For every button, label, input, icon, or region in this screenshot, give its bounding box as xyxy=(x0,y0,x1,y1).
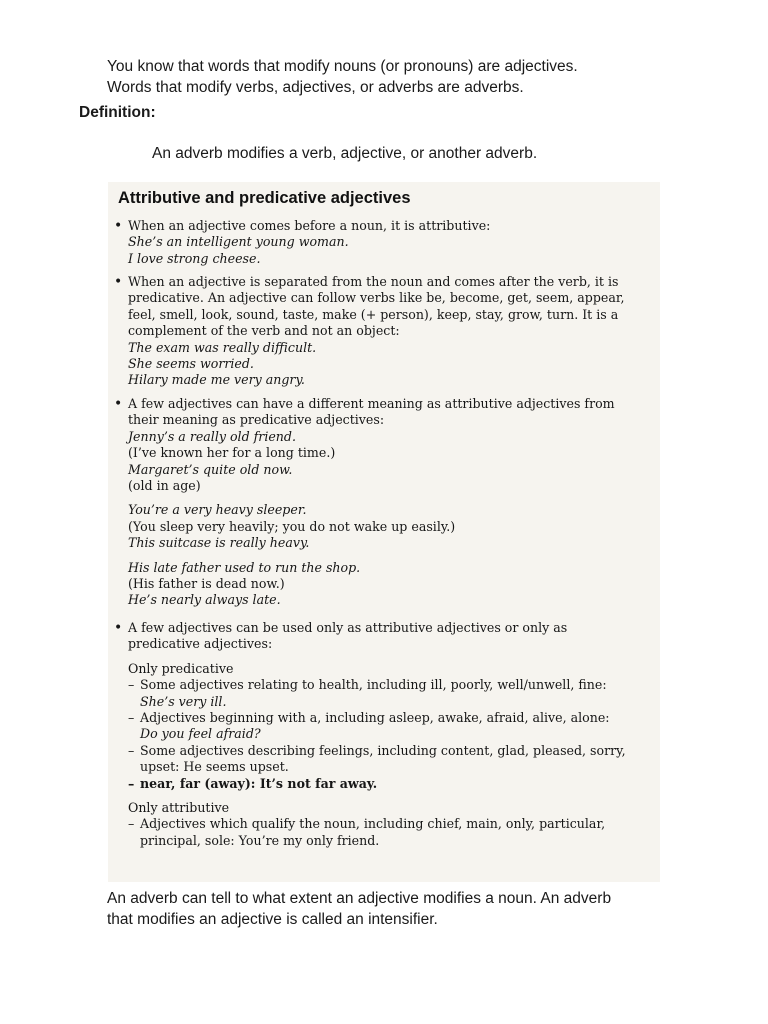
bullet-text: • When an adjective is separated from the noun and comes after the verb, it is xyxy=(114,274,634,290)
dash-item: – near, far (away): It’s not far away. xyxy=(128,776,634,792)
dash-item: – Adjectives which qualify the noun, including chief, main, only, particular, xyxy=(128,816,634,832)
example-note: (His father is dead now.) xyxy=(128,576,285,592)
bullet-text-cont: their meaning as predicative adjectives: xyxy=(128,412,385,428)
intro-line-1: You know that words that modify nouns (or pronouns) are adjectives. xyxy=(107,58,578,75)
bullet-text-cont: complement of the verb and not an object: xyxy=(128,323,400,339)
example: He’s nearly always late. xyxy=(128,592,281,608)
definition-heading: Definition: xyxy=(79,104,156,121)
intro-line-2: Words that modify verbs, adjectives, or adverbs are adverbs. xyxy=(107,79,524,96)
example: I love strong cheese. xyxy=(128,250,261,266)
bullet-text-cont: predicative adjectives: xyxy=(128,636,273,652)
dash-item: – Some adjectives describing feelings, including content, glad, pleased, sorry, xyxy=(128,743,634,759)
excerpt-title: Attributive and predicative adjectives xyxy=(118,189,411,207)
bullet-attributive xyxy=(114,218,634,267)
example: You’re a very heavy sleeper. xyxy=(128,502,307,518)
example-note: (I’ve known her for a long time.) xyxy=(128,445,336,461)
bullet-predicative xyxy=(114,274,634,389)
bullet-text: • A few adjectives can have a different meaning as attributive adjectives from xyxy=(114,396,634,412)
example: Margaret’s quite old now. xyxy=(128,461,293,477)
example: Jenny’s a really old friend. xyxy=(128,428,296,444)
only-predicative-heading: Only predicative xyxy=(128,660,234,676)
dash-item-cont: upset: He seems upset. xyxy=(140,759,289,775)
closing-paragraph xyxy=(107,888,677,930)
intro-paragraph xyxy=(107,56,707,98)
example-note: (You sleep very heavily; you do not wake up easily.) xyxy=(128,518,456,534)
example: She’s very ill. xyxy=(140,693,227,709)
bullet-text-cont: predicative. An adjective can follow verbs like be, become, get, seem, appear, xyxy=(128,290,625,306)
example: His late father used to run the shop. xyxy=(128,559,361,575)
definition-text: An adverb modifies a verb, adjective, or another adverb. xyxy=(152,145,538,162)
outro-line-1: An adverb can tell to what extent an adjective modifies a noun. An adverb xyxy=(107,890,612,907)
bullet-different-meaning xyxy=(114,396,634,609)
dash-item: – Adjectives beginning with a, including asleep, awake, afraid, alive, alone: xyxy=(128,710,634,726)
bullet-text: • A few adjectives can be used only as attributive adjectives or only as xyxy=(114,620,634,636)
only-attributive-heading: Only attributive xyxy=(128,800,230,816)
example-note: (old in age) xyxy=(128,478,201,494)
example: Do you feel afraid? xyxy=(140,726,261,742)
example: The exam was really difficult. xyxy=(128,339,317,355)
example: She’s an intelligent young woman. xyxy=(128,234,349,250)
bullet-only-attributive-or-predicative xyxy=(114,620,634,849)
example: This suitcase is really heavy. xyxy=(128,535,310,551)
dash-item-cont: principal, sole: You’re my only friend. xyxy=(140,832,380,848)
bullet-text-cont: feel, smell, look, sound, taste, make (+ person), keep, stay, grow, turn. It is a xyxy=(128,306,619,322)
bullet-text: • When an adjective comes before a noun, it is attributive: xyxy=(114,218,634,234)
dash-item: – Some adjectives relating to health, including ill, poorly, well/unwell, fine: xyxy=(128,677,634,693)
outro-line-2: that modifies an adjective is called an intensifier. xyxy=(107,911,438,928)
example: Hilary made me very angry. xyxy=(128,372,305,388)
scanned-textbook-excerpt xyxy=(108,182,660,882)
example: She seems worried. xyxy=(128,356,254,372)
